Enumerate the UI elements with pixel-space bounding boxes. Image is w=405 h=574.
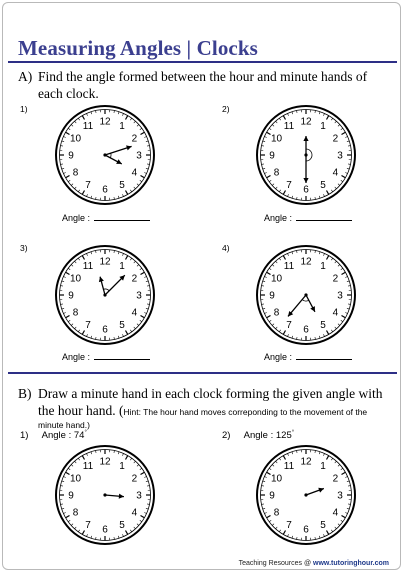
clock-center-dot xyxy=(103,293,106,296)
clock-number: 2 xyxy=(332,273,339,285)
clock-b2[interactable] xyxy=(255,444,357,546)
clock-number: 1 xyxy=(320,120,326,132)
problem-b1-number: 1) xyxy=(20,430,29,442)
section-a-instructions xyxy=(18,68,398,104)
problem-a2-number: 2) xyxy=(222,104,230,114)
footer-credit: Teaching Resources @ www.tutoringhour.com xyxy=(238,560,389,567)
clock-a4 xyxy=(255,244,357,346)
clock-face-svg xyxy=(255,104,357,206)
clock-number: 4 xyxy=(131,507,138,519)
section-b-instructions xyxy=(18,385,398,429)
problem-b2-number: 2) xyxy=(222,430,231,442)
clock-number: 12 xyxy=(300,116,312,128)
clock-number: 1 xyxy=(119,460,125,472)
clock-number: 5 xyxy=(320,519,326,531)
clock-number: 9 xyxy=(269,490,275,502)
clock-b1[interactable] xyxy=(54,444,156,546)
clock-number: 10 xyxy=(69,473,82,485)
clock-number: 9 xyxy=(269,150,275,162)
clock-number: 8 xyxy=(72,507,79,519)
answer-a3: Angle : xyxy=(62,351,150,362)
clock-number: 7 xyxy=(286,179,292,191)
clock-face-svg xyxy=(54,244,156,346)
page-title: Measuring Angles | Clocks xyxy=(18,36,258,60)
answer-blank[interactable] xyxy=(94,212,150,221)
section-b-line2: the hour hand. (Hint: The hour hand moves correponding to the movement of the xyxy=(38,403,368,418)
clock-number: 1 xyxy=(320,260,326,272)
clock-number: 12 xyxy=(99,256,111,268)
clock-center-dot xyxy=(304,153,307,156)
clock-a1 xyxy=(54,104,156,206)
clock-number: 4 xyxy=(332,307,339,319)
clock-number: 3 xyxy=(136,490,142,502)
answer-a4: Angle : xyxy=(264,351,352,362)
clock-face-svg xyxy=(255,244,357,346)
clock-center-dot xyxy=(304,493,307,496)
clock-number: 1 xyxy=(119,120,125,132)
answer-blank[interactable] xyxy=(296,351,352,360)
clock-center-dot xyxy=(103,493,106,496)
clock-face-svg xyxy=(255,444,357,546)
title-rule xyxy=(8,61,397,63)
answer-a2: Angle : xyxy=(264,212,352,223)
clock-number: 7 xyxy=(85,179,91,191)
clock-number: 10 xyxy=(270,273,283,285)
clock-number: 4 xyxy=(332,507,339,519)
clock-face-svg xyxy=(54,104,156,206)
answer-blank[interactable] xyxy=(94,351,150,360)
clock-number: 8 xyxy=(273,507,280,519)
clock-number: 10 xyxy=(69,133,82,145)
clock-number: 4 xyxy=(332,167,339,179)
clock-number: 6 xyxy=(102,184,108,196)
clock-number: 7 xyxy=(85,319,91,331)
section-a-line2: each clock. xyxy=(38,86,99,101)
problem-a4-number: 4) xyxy=(222,243,230,253)
problem-b2-given: 2) Angle : 125° xyxy=(222,430,295,442)
section-a-label: A) xyxy=(18,69,33,84)
section-b-line3: minute hand.) xyxy=(38,420,90,430)
clock-number: 1 xyxy=(320,460,326,472)
clock-number: 3 xyxy=(337,290,343,302)
problem-b1-given: 1) Angle : 74° xyxy=(20,430,87,442)
hint-label: Hint: xyxy=(123,407,141,417)
hint-text: The hour hand moves correponding to the movement of the xyxy=(140,407,368,417)
clock-number: 2 xyxy=(131,133,138,145)
clock-number: 11 xyxy=(283,260,295,272)
clock-number: 5 xyxy=(320,179,326,191)
clock-number: 4 xyxy=(131,167,138,179)
problem-a3-number: 3) xyxy=(20,243,28,253)
clock-number: 11 xyxy=(82,460,94,472)
clock-number: 2 xyxy=(332,133,339,145)
clock-number: 10 xyxy=(69,273,82,285)
clock-number: 10 xyxy=(270,133,283,145)
clock-number: 5 xyxy=(119,179,125,191)
clock-number: 8 xyxy=(72,307,79,319)
clock-number: 6 xyxy=(303,524,309,536)
clock-number: 9 xyxy=(269,290,275,302)
clock-number: 4 xyxy=(131,307,138,319)
clock-number: 2 xyxy=(332,473,339,485)
clock-number: 9 xyxy=(68,490,74,502)
section-a-line1: Find the angle formed between the hour and minute hands of xyxy=(38,69,368,84)
clock-number: 9 xyxy=(68,150,74,162)
answer-a1: Angle : xyxy=(62,212,150,223)
clock-number: 9 xyxy=(68,290,74,302)
clock-number: 1 xyxy=(119,260,125,272)
clock-number: 3 xyxy=(136,290,142,302)
clock-number: 12 xyxy=(99,456,111,468)
clock-number: 6 xyxy=(303,324,309,336)
clock-number: 5 xyxy=(119,519,125,531)
clock-number: 10 xyxy=(270,473,283,485)
clock-center-dot xyxy=(304,293,307,296)
clock-number: 8 xyxy=(273,167,280,179)
clock-number: 12 xyxy=(99,116,111,128)
footer-site: www.tutoringhour.com xyxy=(313,560,389,567)
problem-b1-angle: 74 xyxy=(73,430,85,442)
clock-number: 8 xyxy=(72,167,79,179)
clock-number: 3 xyxy=(136,150,142,162)
clock-number: 5 xyxy=(119,319,125,331)
clock-number: 11 xyxy=(82,120,94,132)
clock-number: 7 xyxy=(85,519,91,531)
clock-number: 8 xyxy=(273,307,280,319)
clock-number: 6 xyxy=(303,184,309,196)
section-b-line1: Draw a minute hand in each clock forming the given angle with xyxy=(38,386,383,401)
clock-center-dot xyxy=(103,153,106,156)
clock-number: 6 xyxy=(102,524,108,536)
clock-number: 5 xyxy=(320,319,326,331)
clock-number: 12 xyxy=(300,456,312,468)
section-rule xyxy=(8,372,397,374)
clock-number: 12 xyxy=(300,256,312,268)
section-b-label: B) xyxy=(18,386,32,401)
clock-number: 11 xyxy=(283,120,295,132)
clock-number: 2 xyxy=(131,273,138,285)
clock-number: 7 xyxy=(286,319,292,331)
clock-number: 7 xyxy=(286,519,292,531)
clock-a2 xyxy=(255,104,357,206)
clock-a3 xyxy=(54,244,156,346)
clock-number: 3 xyxy=(337,150,343,162)
answer-blank[interactable] xyxy=(296,212,352,221)
clock-number: 3 xyxy=(337,490,343,502)
clock-number: 11 xyxy=(82,260,94,272)
problem-a1-number: 1) xyxy=(20,104,28,114)
clock-face-svg xyxy=(54,444,156,546)
problem-b2-angle: 125 xyxy=(275,430,292,442)
clock-number: 6 xyxy=(102,324,108,336)
clock-number: 2 xyxy=(131,473,138,485)
clock-number: 11 xyxy=(283,460,295,472)
